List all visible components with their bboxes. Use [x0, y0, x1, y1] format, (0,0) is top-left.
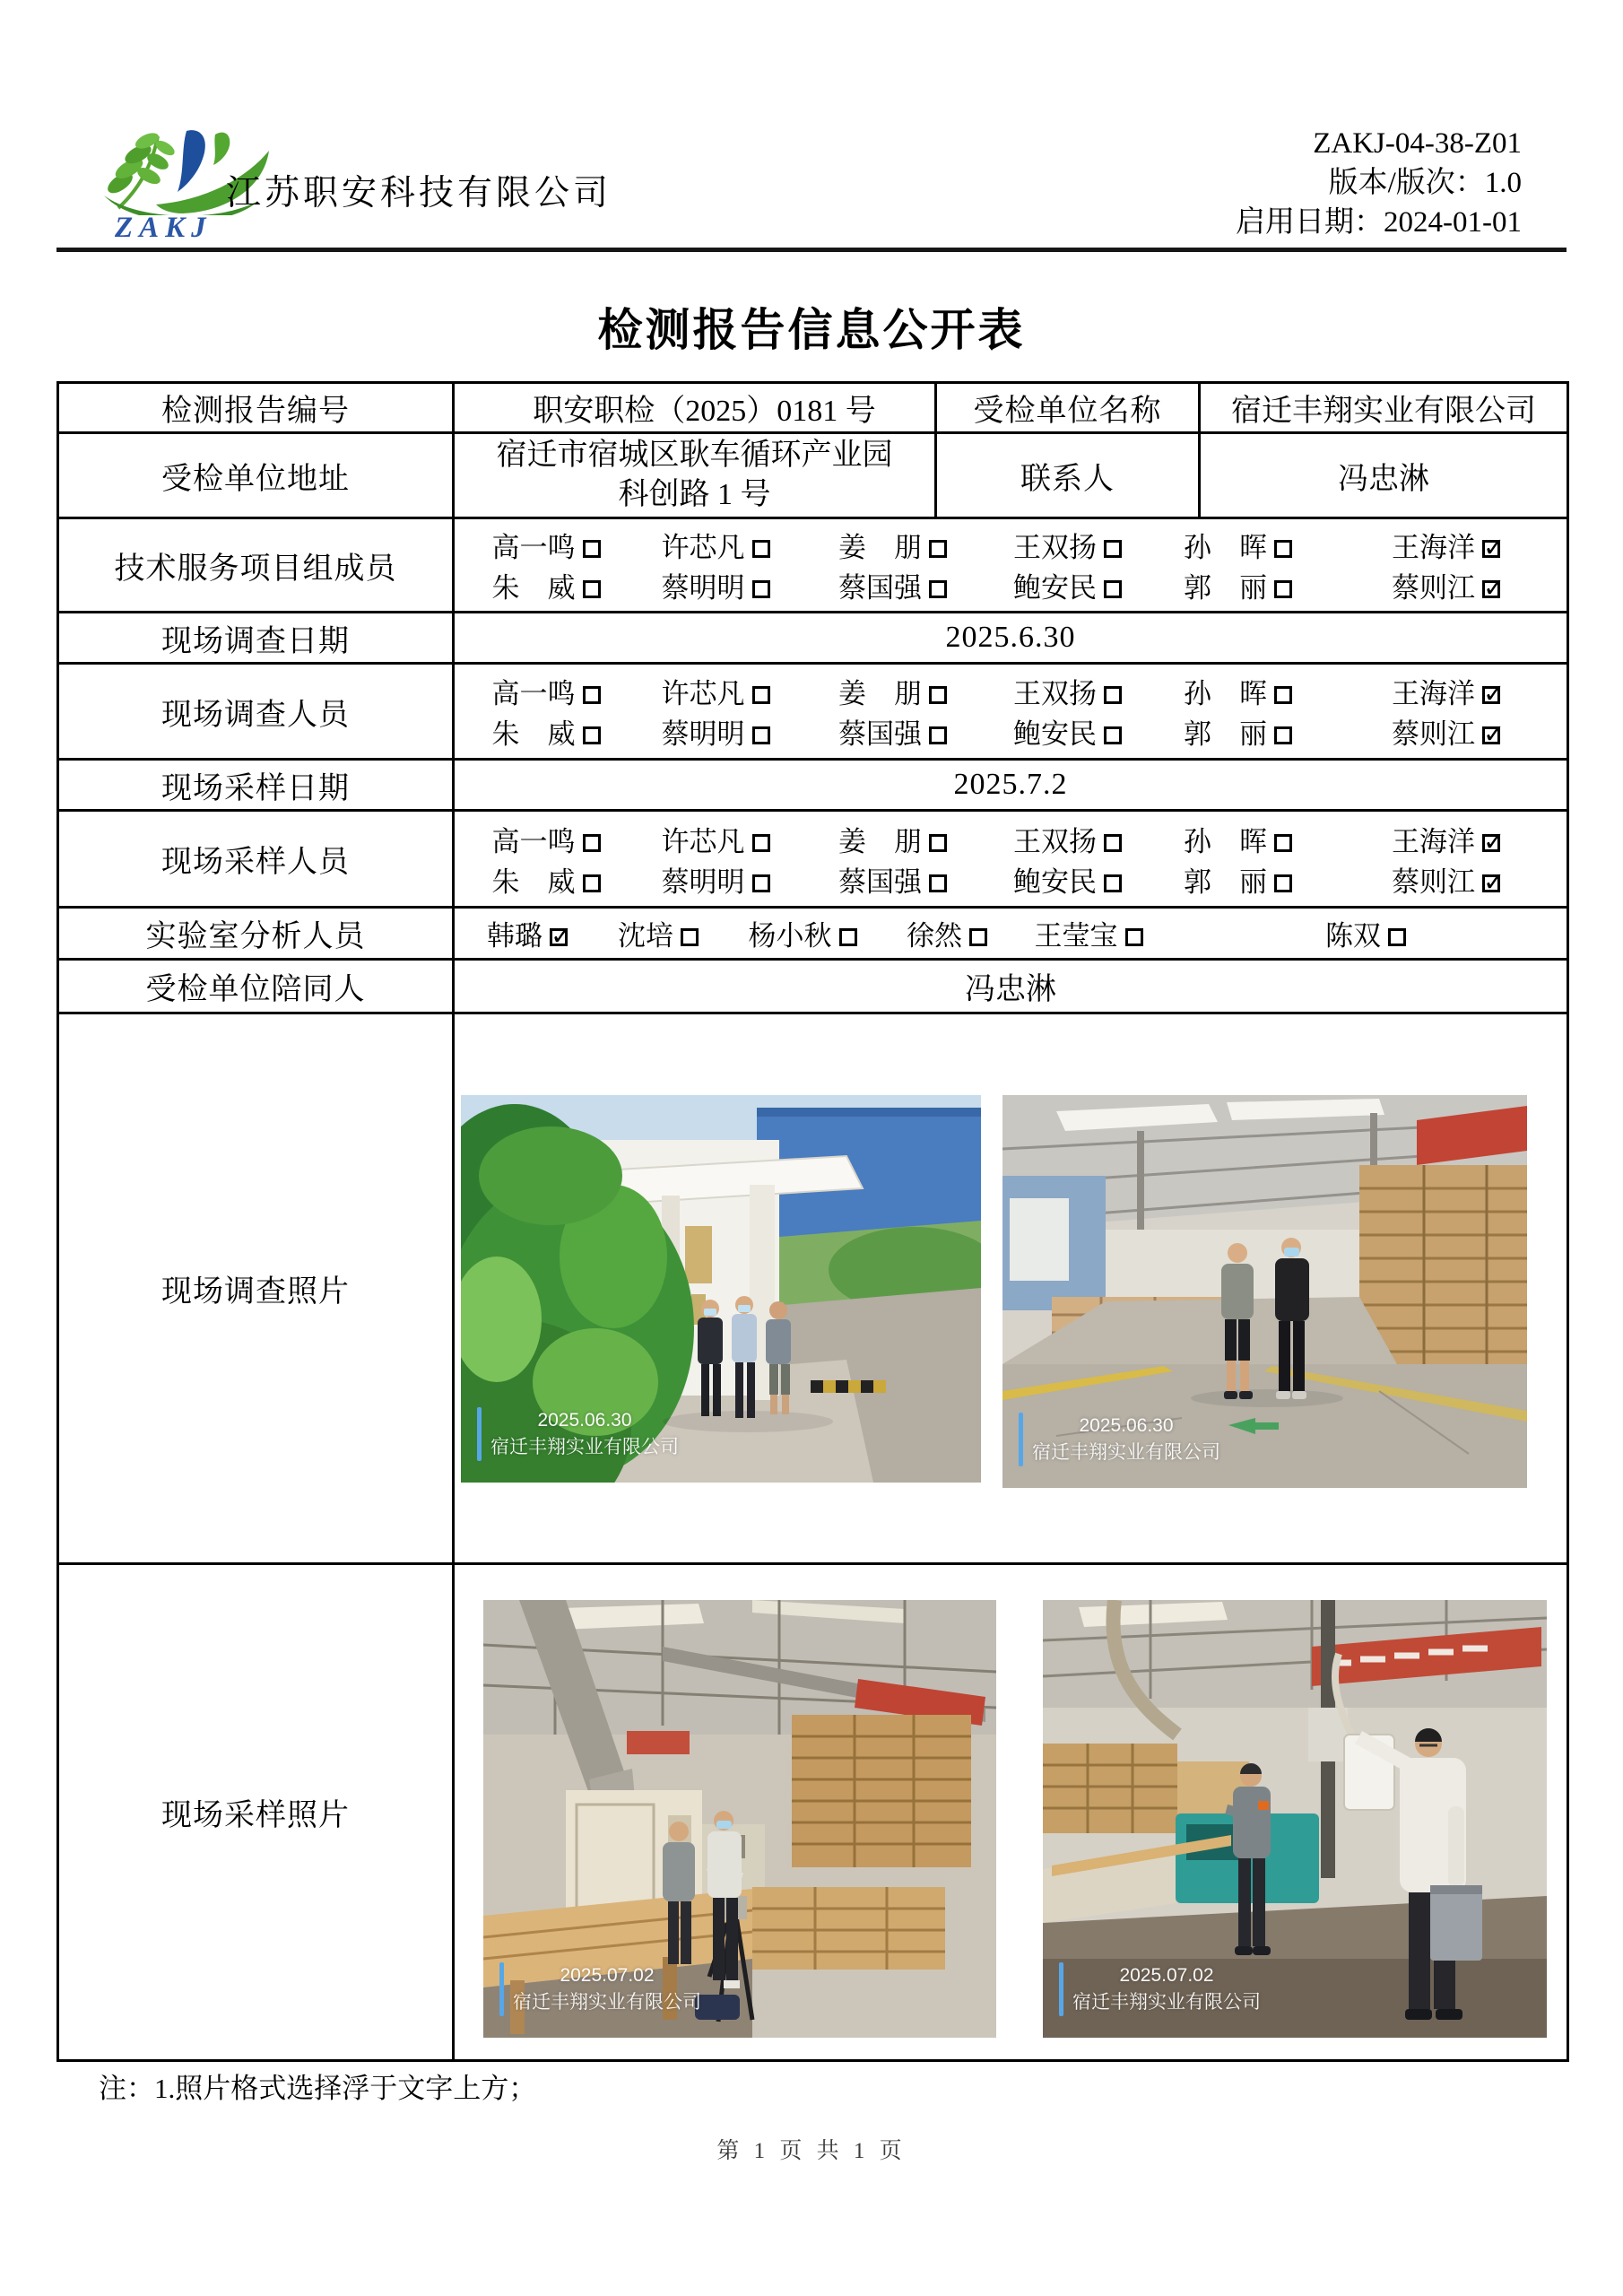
sampling-members-label: 现场采样人员	[58, 811, 454, 908]
checkbox-icon[interactable]	[1482, 580, 1500, 598]
checkbox-icon[interactable]	[969, 928, 987, 946]
lab-analysts-label: 实验室分析人员	[58, 908, 454, 960]
checkbox-icon[interactable]	[1274, 686, 1292, 704]
survey-photo-1	[461, 1095, 981, 1483]
sampling-members-options	[454, 811, 1568, 908]
checkbox-icon[interactable]	[1274, 834, 1292, 852]
checkbox-icon[interactable]	[1104, 874, 1122, 892]
contact-label: 联系人	[936, 433, 1200, 518]
checkbox-icon[interactable]	[929, 874, 947, 892]
checkbox-icon[interactable]	[1104, 580, 1122, 598]
watermark-company: 宿迁丰翔实业有限公司	[1072, 1991, 1261, 2013]
member-option: 王双扬	[985, 525, 1150, 565]
footnote: 注：1.照片格式选择浮于文字上方；	[99, 2073, 537, 2104]
tech-members-label: 技术服务项目组成员	[58, 518, 454, 613]
table-row	[58, 383, 1568, 433]
report-no-label: 检测报告编号	[58, 383, 454, 433]
contact-value: 冯忠淋	[1200, 433, 1568, 518]
checkbox-icon[interactable]	[1274, 540, 1292, 558]
watermark-date: 2025.06.30	[1079, 1414, 1174, 1436]
watermark-bar-icon	[477, 1407, 482, 1461]
table-row	[58, 664, 1568, 760]
survey-photo-label: 现场调查照片	[58, 1013, 454, 1564]
companion-value: 冯忠淋	[454, 960, 1568, 1013]
member-option: 王海洋✓	[1325, 819, 1567, 859]
member-option: 沈培	[593, 913, 724, 953]
photo-watermark	[1019, 1413, 1220, 1466]
checkbox-icon[interactable]	[752, 834, 770, 852]
member-option: 朱 威	[462, 711, 630, 752]
checkbox-icon[interactable]	[681, 928, 699, 946]
member-option: 郭 丽	[1150, 565, 1325, 605]
member-option: 姜 朋	[801, 525, 985, 565]
checkbox-icon[interactable]	[929, 540, 947, 558]
checkbox-icon[interactable]	[1482, 686, 1500, 704]
page-title: 检测报告信息公开表	[597, 305, 1026, 355]
checkbox-icon[interactable]	[583, 726, 601, 744]
checkbox-icon[interactable]	[752, 726, 770, 744]
member-option: 高一鸣	[462, 671, 630, 711]
photo-watermark	[477, 1407, 679, 1461]
watermark-bar-icon	[1059, 1962, 1063, 2016]
checkbox-icon[interactable]	[1482, 834, 1500, 852]
checkbox-icon[interactable]	[1482, 540, 1500, 558]
survey-date-value: 2025.6.30	[454, 613, 1568, 664]
doc-code: ZAKJ-04-38-Z01	[1313, 127, 1522, 160]
unit-name-value: 宿迁丰翔实业有限公司	[1200, 383, 1568, 433]
address-label: 受检单位地址	[58, 433, 454, 518]
report-info-table	[56, 381, 1569, 2062]
checkbox-icon[interactable]	[1482, 874, 1500, 892]
checkbox-icon[interactable]	[929, 580, 947, 598]
member-option: 王双扬	[985, 819, 1150, 859]
checkbox-icon[interactable]	[1104, 540, 1122, 558]
survey-photos-cell	[454, 1013, 1568, 1564]
photo-watermark	[1059, 1962, 1261, 2016]
member-option: 蔡明明	[630, 859, 801, 900]
sampling-photo-label: 现场采样照片	[58, 1564, 454, 2061]
member-option: 高一鸣	[462, 819, 630, 859]
address-value: 宿迁市宿城区耿车循环产业园 科创路 1 号	[454, 433, 936, 518]
checkbox-icon[interactable]	[550, 928, 568, 946]
member-option: 鲍安民	[985, 859, 1150, 900]
checkbox-icon[interactable]	[929, 726, 947, 744]
table-row	[58, 811, 1568, 908]
member-option: 蔡则江✓	[1325, 711, 1567, 752]
table-row	[58, 1564, 1568, 2061]
watermark-date: 2025.06.30	[537, 1409, 632, 1431]
member-option: 蔡则江✓	[1325, 565, 1567, 605]
member-option: 许芯凡	[630, 671, 801, 711]
checkbox-icon[interactable]	[583, 834, 601, 852]
sampling-photo-2	[1043, 1600, 1547, 2038]
checkbox-icon[interactable]	[1125, 928, 1143, 946]
checkbox-icon[interactable]	[1104, 834, 1122, 852]
checkbox-icon[interactable]	[583, 580, 601, 598]
member-option: 蔡国强	[801, 565, 985, 605]
checkbox-icon[interactable]	[752, 874, 770, 892]
sampling-date-label: 现场采样日期	[58, 760, 454, 811]
checkbox-icon[interactable]	[1274, 726, 1292, 744]
tech-members-options	[454, 518, 1568, 613]
checkbox-icon[interactable]	[583, 686, 601, 704]
table-row	[58, 433, 1568, 518]
member-option: 蔡国强	[801, 711, 985, 752]
checkbox-icon[interactable]	[929, 834, 947, 852]
member-option: 朱 威	[462, 565, 630, 605]
watermark-company: 宿迁丰翔实业有限公司	[513, 1991, 701, 2013]
logo-text: ZAKJ	[115, 212, 213, 244]
unit-name-label: 受检单位名称	[936, 383, 1200, 433]
lab-analysts-options	[454, 908, 1568, 960]
member-option: 蔡则江✓	[1325, 859, 1567, 900]
watermark-bar-icon	[499, 1962, 504, 2016]
survey-date-label: 现场调查日期	[58, 613, 454, 664]
member-option: 王海洋✓	[1325, 525, 1567, 565]
checkbox-icon[interactable]	[752, 580, 770, 598]
member-option: 蔡明明	[630, 565, 801, 605]
checkbox-icon[interactable]	[1388, 928, 1406, 946]
checkbox-icon[interactable]	[583, 540, 601, 558]
table-row	[58, 1013, 1568, 1564]
watermark-date: 2025.07.02	[560, 1964, 655, 1986]
table-row	[58, 908, 1568, 960]
checkbox-icon[interactable]	[1274, 580, 1292, 598]
watermark-company: 宿迁丰翔实业有限公司	[1032, 1441, 1220, 1463]
table-row	[58, 518, 1568, 613]
member-option: 韩璐 ✓	[462, 913, 593, 953]
member-option: 王双扬	[985, 671, 1150, 711]
doc-start-date: 启用日期：2024-01-01	[1236, 206, 1522, 239]
header-divider	[56, 248, 1567, 252]
photo-watermark	[499, 1962, 701, 2016]
document-meta	[1236, 124, 1522, 242]
checkbox-icon[interactable]	[1104, 686, 1122, 704]
member-option: 姜 朋	[801, 671, 985, 711]
companion-label: 受检单位陪同人	[58, 960, 454, 1013]
table-row	[58, 960, 1568, 1013]
report-no-value: 职安职检（2025）0181 号	[454, 383, 936, 433]
member-option: 鲍安民	[985, 711, 1150, 752]
checkbox-icon[interactable]	[839, 928, 857, 946]
survey-members-options	[454, 664, 1568, 760]
checkbox-icon[interactable]	[1482, 726, 1500, 744]
member-option: 郭 丽	[1150, 711, 1325, 752]
member-option: 王莹宝	[1012, 913, 1165, 953]
member-option: 许芯凡	[630, 525, 801, 565]
company-name: 江苏职安科技有限公司	[226, 174, 612, 213]
checkbox-icon[interactable]	[583, 874, 601, 892]
member-option: 陈双	[1165, 913, 1567, 953]
member-option: 姜 朋	[801, 819, 985, 859]
survey-members-label: 现场调查人员	[58, 664, 454, 760]
member-option: 高一鸣	[462, 525, 630, 565]
member-option: 孙 晖	[1150, 671, 1325, 711]
survey-photo-2	[1002, 1095, 1527, 1488]
table-row	[58, 760, 1568, 811]
member-option: 蔡国强	[801, 859, 985, 900]
member-option: 徐然	[881, 913, 1012, 953]
checkbox-icon[interactable]	[752, 540, 770, 558]
table-row	[58, 613, 1568, 664]
member-option: 郭 丽	[1150, 859, 1325, 900]
member-option: 杨小秋	[724, 913, 881, 953]
watermark-company: 宿迁丰翔实业有限公司	[490, 1436, 679, 1457]
watermark-date: 2025.07.02	[1119, 1964, 1214, 1986]
member-option: 许芯凡	[630, 819, 801, 859]
sampling-photo-1	[483, 1600, 996, 2038]
member-option: 鲍安民	[985, 565, 1150, 605]
page-number: 第 1 页 共 1 页	[716, 2139, 907, 2163]
checkbox-icon[interactable]	[752, 686, 770, 704]
checkbox-icon[interactable]	[1274, 874, 1292, 892]
sampling-photos-cell	[454, 1564, 1568, 2061]
doc-version: 版本/版次：1.0	[1328, 167, 1522, 199]
watermark-bar-icon	[1019, 1413, 1023, 1466]
member-option: 孙 晖	[1150, 819, 1325, 859]
checkbox-icon[interactable]	[1104, 726, 1122, 744]
member-option: 蔡明明	[630, 711, 801, 752]
member-option: 孙 晖	[1150, 525, 1325, 565]
member-option: 王海洋✓	[1325, 671, 1567, 711]
checkbox-icon[interactable]	[929, 686, 947, 704]
sampling-date-value: 2025.7.2	[454, 760, 1568, 811]
member-option: 朱 威	[462, 859, 630, 900]
